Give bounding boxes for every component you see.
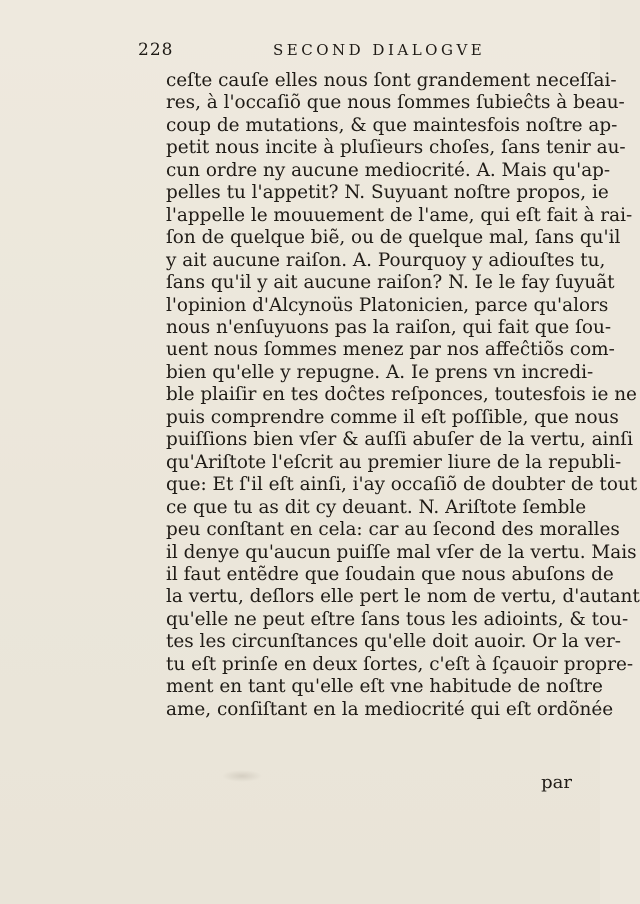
text-line: y ait aucune raiſon. A. Pourquoy y adiouſtes tu, (166, 249, 606, 271)
running-title: SECOND DIALOGVE (273, 41, 486, 59)
text-line: puiſſions bien vſer & auſſi abuſer de la vertu, ainſi (166, 429, 633, 451)
text-line: ceſte cauſe elles nous ſont grandement neceſſai- (166, 70, 617, 91)
text-line: qu'Ariſtote l'eſcrit au premier liure de la republi- (166, 451, 622, 473)
text-line: ble plaiſir en tes doĉtes reſponces, toutesfois ie ne (166, 384, 637, 406)
text-line: petit nous incite à pluſieurs choſes, ſans tenir au- (166, 137, 626, 159)
text-line: que: Et ſ'il eſt ainſi, i'ay occaſiõ de doubter de tout (166, 474, 638, 496)
text-line: uent nous ſommes menez par nos affeĉtiõs com- (166, 339, 615, 361)
text-line: tu eſt prinſe en deux ſortes, c'eſt à ſçauoir propre- (166, 653, 634, 675)
text-line: ment en tant qu'elle eſt vne habitude de noſtre (166, 676, 603, 698)
text-line: nous n'enſuyuons pas la raiſon, qui fait que ſou- (166, 316, 612, 338)
text-line: tes les circunſtances qu'elle doit auoir. Or la ver- (166, 631, 621, 653)
text-line: puis comprendre comme il eſt poſſible, que nous (166, 406, 619, 428)
text-line: ame, conſiſtant en la mediocrité qui eſt ordõnée (166, 698, 614, 720)
page-number: 228 (138, 40, 174, 60)
text-line: res, à l'occaſiõ que nous ſommes ſubieĉts à beau- (166, 92, 625, 114)
body-text (166, 70, 640, 721)
text-line: il denye qu'aucun puiſſe mal vſer de la vertu. Mais (166, 541, 637, 563)
text-line: l'appelle le mouuement de l'ame, qui eſt fait à rai- (166, 204, 633, 226)
catchword: par (541, 772, 572, 793)
text-line: ſans qu'il y ait aucune raiſon? N. Ie le fay ſuyuãt (166, 272, 615, 294)
text-line: il faut entẽdre que ſoudain que nous abuſons de (166, 563, 614, 585)
text-line: ſon de quelque biẽ, ou de quelque mal, ſans qu'il (166, 227, 621, 249)
text-line: peu conſtant en cela: car au ſecond des moralles (166, 519, 620, 541)
text-line: pelles tu l'appetit? N. Suyuant noſtre propos, ie (166, 182, 609, 204)
text-line: la vertu, deſlors elle pert le nom de vertu, d'autant (166, 586, 640, 608)
text-line: cun ordre ny aucune mediocrité. A. Mais qu'ap- (166, 159, 611, 181)
text-line: ce que tu as dit cy deuant. N. Ariſtote ſemble (166, 496, 587, 518)
text-line: qu'elle ne peut eſtre ſans tous les adioints, & tou- (166, 608, 629, 630)
ink-smudge (222, 770, 262, 782)
text-line: coup de mutations, & que maintesfois noſtre ap- (166, 114, 618, 136)
page-header (138, 40, 560, 62)
text-line: l'opinion d'Alcynoüs Platonicien, parce qu'alors (166, 294, 609, 316)
text-line: bien qu'elle y repugne. A. Ie prens vn incredi- (166, 361, 594, 383)
